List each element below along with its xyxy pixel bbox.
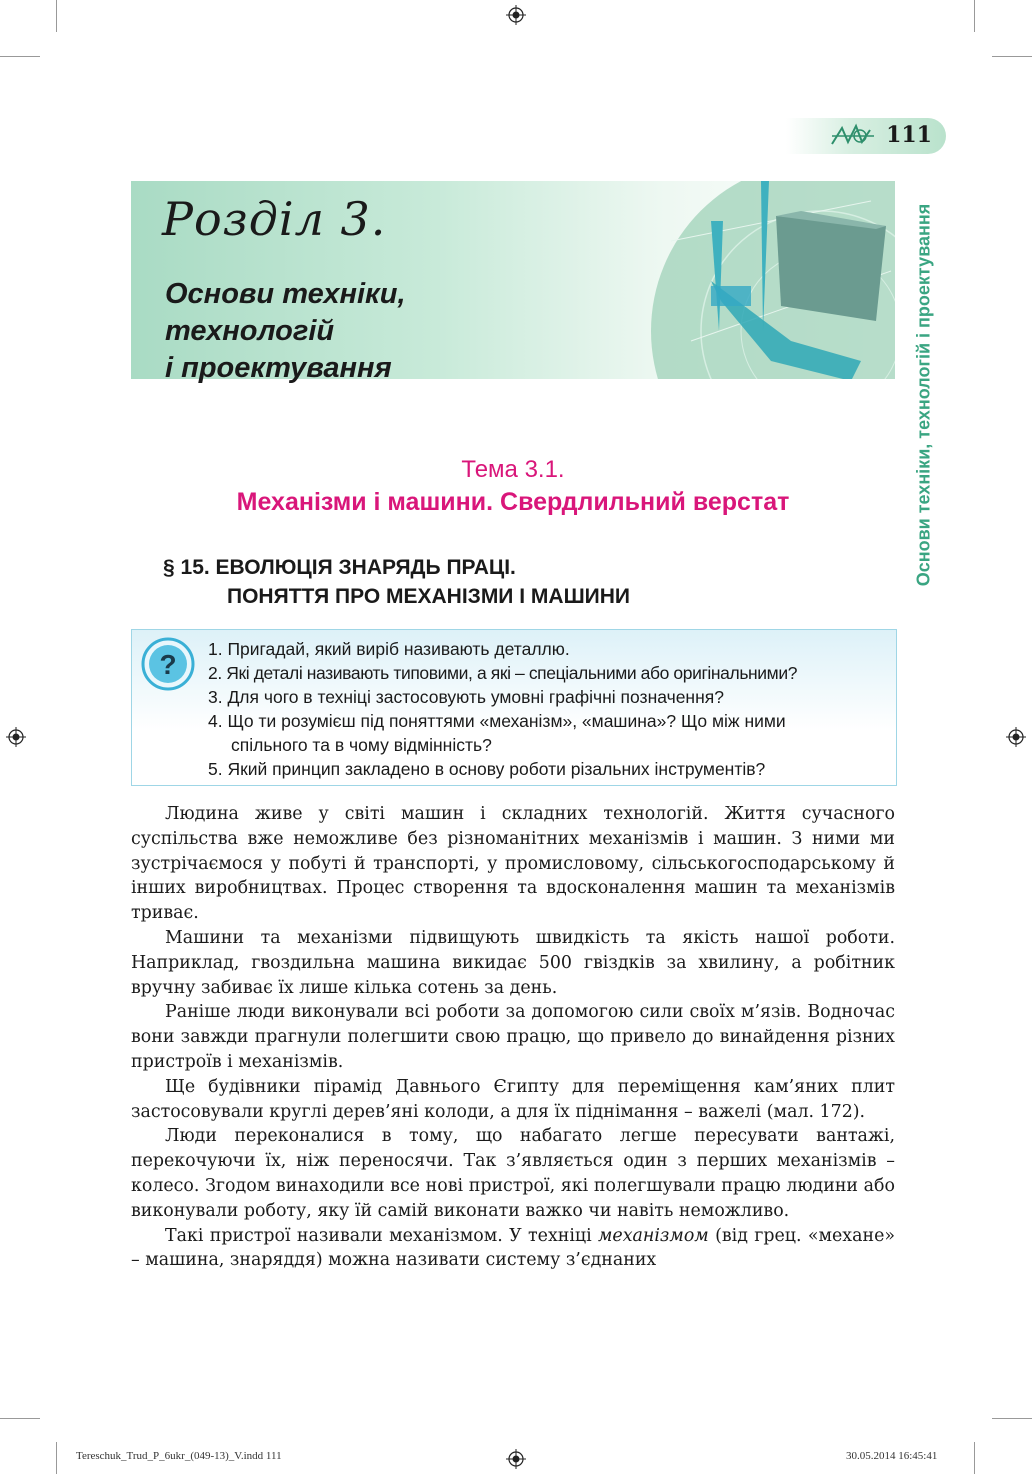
crop-mark xyxy=(992,56,1032,57)
body-paragraph: Машини та механізми підвищують швидкість та якість нашої роботи. Наприклад, гвоздильна машина викидає 500 гвіздків за хвилину, а робітник вручну забиває їх лише кілька сотень за день. xyxy=(131,927,895,998)
chapter-subtitle-line: і проектування xyxy=(165,352,392,384)
chapter-subtitle-line: Основи техніки, xyxy=(165,278,406,310)
question-item: 3. Для чого в техніці застосовують умовні графічні позначення? xyxy=(208,687,724,707)
question-item: 5. Який принцип закладено в основу роботи різальних інструментів? xyxy=(208,759,766,779)
body-paragraph: Раніше люди виконували всі роботи за допомогою сили своїх м’язів. Водночас вони завжди прагнули полегшити свою працю, що привело до винайдення різних пристроїв і механізмів. xyxy=(131,1002,895,1072)
registration-mark-icon xyxy=(6,727,26,747)
chapter-label: Розділ 3. xyxy=(162,192,387,246)
technology-logo-icon xyxy=(830,122,876,150)
registration-mark-icon xyxy=(1006,727,1026,747)
topic-number: Тема 3.1. xyxy=(461,456,565,483)
crop-mark xyxy=(974,1442,975,1474)
body-paragraph: Такі пристрої називали механізмом. У техніці механізмом (від грец. «механе» – машина, знаряддя) можна називати систему з’єднаних xyxy=(131,1225,895,1271)
side-section-title-text: Основи техніки, технологій і проектування xyxy=(913,203,934,587)
side-section-title xyxy=(908,180,940,610)
body-paragraph: Люди переконалися в тому, що набагато легше пересувати вантажі, перекочуючи їх, ніж переносячи. Так з’являється один з перших механізмів – колесо. Згодом винаходили все нові пристрої, які полегшували працю людини або виконували роботу, яку їй самій виконати важко чи навіть неможливо. xyxy=(131,1126,895,1221)
paragraph-heading-line: § 15. ЕВОЛЮЦІЯ ЗНАРЯДЬ ПРАЦІ. xyxy=(163,556,516,579)
term-mechanism: механізмом xyxy=(598,1225,709,1246)
paragraph-heading xyxy=(163,553,630,611)
body-text xyxy=(131,802,895,1273)
body-paragraph: Людина живе у світі машин і складних технологій. Життя сучасного суспільства вже неможливе без різноманітних механізмів і машин. З ними ми зустрічаємося у побуті й транспорті, у промисловому, сільськогосподарському й інших виробництвах. Процес створення та вдосконалення машин та механізмів триває. xyxy=(131,804,895,924)
chapter-subtitle-line: технологій xyxy=(165,315,335,347)
svg-text:?: ? xyxy=(159,649,177,680)
drawing-tools-illustration xyxy=(651,181,895,379)
body-paragraph: Ще будівники пірамід Давнього Єгипту для переміщення кам’яних плит застосовували круглі дерев’яні колоди, а для їх піднімання – важелі (мал. 172). xyxy=(131,1076,895,1122)
crop-mark xyxy=(974,0,975,32)
question-item: 1. Пригадай, який виріб називають деталлю. xyxy=(208,639,570,659)
crop-mark xyxy=(56,1442,57,1474)
review-questions-box xyxy=(131,629,897,786)
page-number: 111 xyxy=(886,122,932,148)
question-mark-icon xyxy=(140,636,196,692)
topic-title: Механізми і машини. Свердлильний верстат xyxy=(236,488,790,516)
paragraph-heading-line: ПОНЯТТЯ ПРО МЕХАНІЗМИ І МАШИНИ xyxy=(227,585,631,608)
chapter-subtitle xyxy=(165,276,406,387)
crop-mark xyxy=(0,56,40,57)
crop-mark xyxy=(56,0,57,32)
question-list xyxy=(208,637,892,781)
page-number-tab xyxy=(786,118,946,154)
question-item: 4. Що ти розумієш під поняттями «механізм», «машина»? Що між ними спільного та в чому відмінність? xyxy=(208,711,786,755)
crop-mark xyxy=(992,1418,1032,1419)
registration-mark-icon xyxy=(506,5,526,25)
print-slug-timestamp: 30.05.2014 16:45:41 xyxy=(846,1450,938,1462)
question-item: 2. Які деталі називають типовими, а які – спеціальними або оригінальними? xyxy=(208,663,798,683)
registration-mark-icon xyxy=(506,1449,526,1469)
print-slug-file: Tereschuk_Trud_P_6ukr_(049-13)_V.indd 111 xyxy=(76,1450,282,1462)
crop-mark xyxy=(0,1418,40,1419)
